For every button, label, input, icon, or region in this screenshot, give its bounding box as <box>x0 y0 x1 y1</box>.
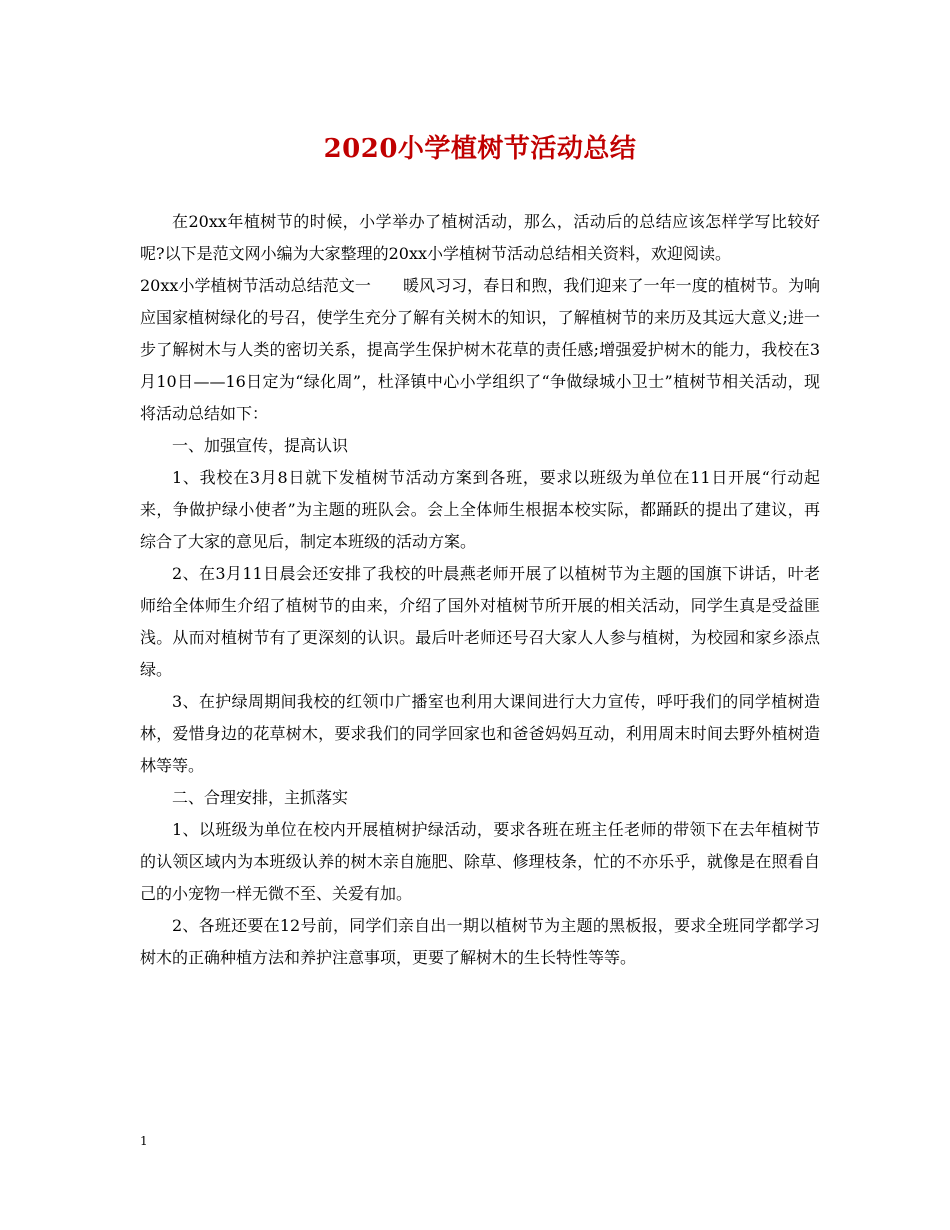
paragraph-intro: 在20xx年植树节的时候，小学举办了植树活动，那么，活动后的总结应该怎样学写比较好呢?以下是范文网小编为大家整理的20xx小学植树节活动总结相关资料，欢迎阅读。 <box>140 212 820 263</box>
paragraph-arrangement-1: 1、以班级为单位在校内开展植树护绿活动，要求各班在班主任老师的带领下在去年植树节的认领区域内为本班级认养的树木亲自施肥、除草、修理枝条，忙的不亦乐乎，就像是在照看自己的小宠物一样无微不至、关爱有加。 <box>140 820 820 903</box>
document-body <box>140 206 820 974</box>
paragraph-arrangement-2: 2、各班还要在12号前，同学们亲自出一期以植树节为主题的黑板报，要求全班同学都学习树木的正确种植方法和养护注意事项，更要了解树木的生长特性等等。 <box>140 916 820 967</box>
paragraph-publicity-2: 2、在3月11日晨会还安排了我校的叶晨燕老师开展了以植树节为主题的国旗下讲话，叶老师给全体师生介绍了植树节的由来，介绍了国外对植树节所开展的相关活动，同学生真是受益匪浅。从而对植树节有了更深刻的认识。最后叶老师还号召大家人人参与植树，为校园和家乡添点绿。 <box>140 564 820 679</box>
section-heading-publicity: 一、加强宣传，提高认识 <box>172 436 349 455</box>
paragraph-publicity-1: 1、我校在3月8日就下发植树节活动方案到各班，要求以班级为单位在11日开展“行动起来，争做护绿小使者”为主题的班队会。会上全体师生根据本校实际，都踊跃的提出了建议，再综合了大家的意见后，制定本班级的活动方案。 <box>140 468 820 551</box>
document-title: 2020小学植树节活动总结 <box>323 134 637 164</box>
paragraph-publicity-3: 3、在护绿周期间我校的红领巾广播室也利用大课间进行大力宣传，呼吁我们的同学植树造林，爱惜身边的花草树木，要求我们的同学回家也和爸爸妈妈互动，利用周末时间去野外植树造林等等。 <box>140 692 820 775</box>
section-heading-arrangement: 二、合理安排，主抓落实 <box>172 788 349 807</box>
paragraph-sample-one: 20xx小学植树节活动总结范文一 暖风习习，春日和煦，我们迎来了一年一度的植树节。为响应国家植树绿化的号召，使学生充分了解有关树木的知识，了解植树节的来历及其远大意义;进一步了解树木与人类的密切关系，提高学生保护树木花草的责任感;增强爱护树木的能力，我校在3月10日——16日定为“绿化周”，杜泽镇中心小学组织了“争做绿城小卫士”植树节相关活动，现将活动总结如下： <box>140 276 820 423</box>
page-number: 1 <box>140 1134 148 1148</box>
